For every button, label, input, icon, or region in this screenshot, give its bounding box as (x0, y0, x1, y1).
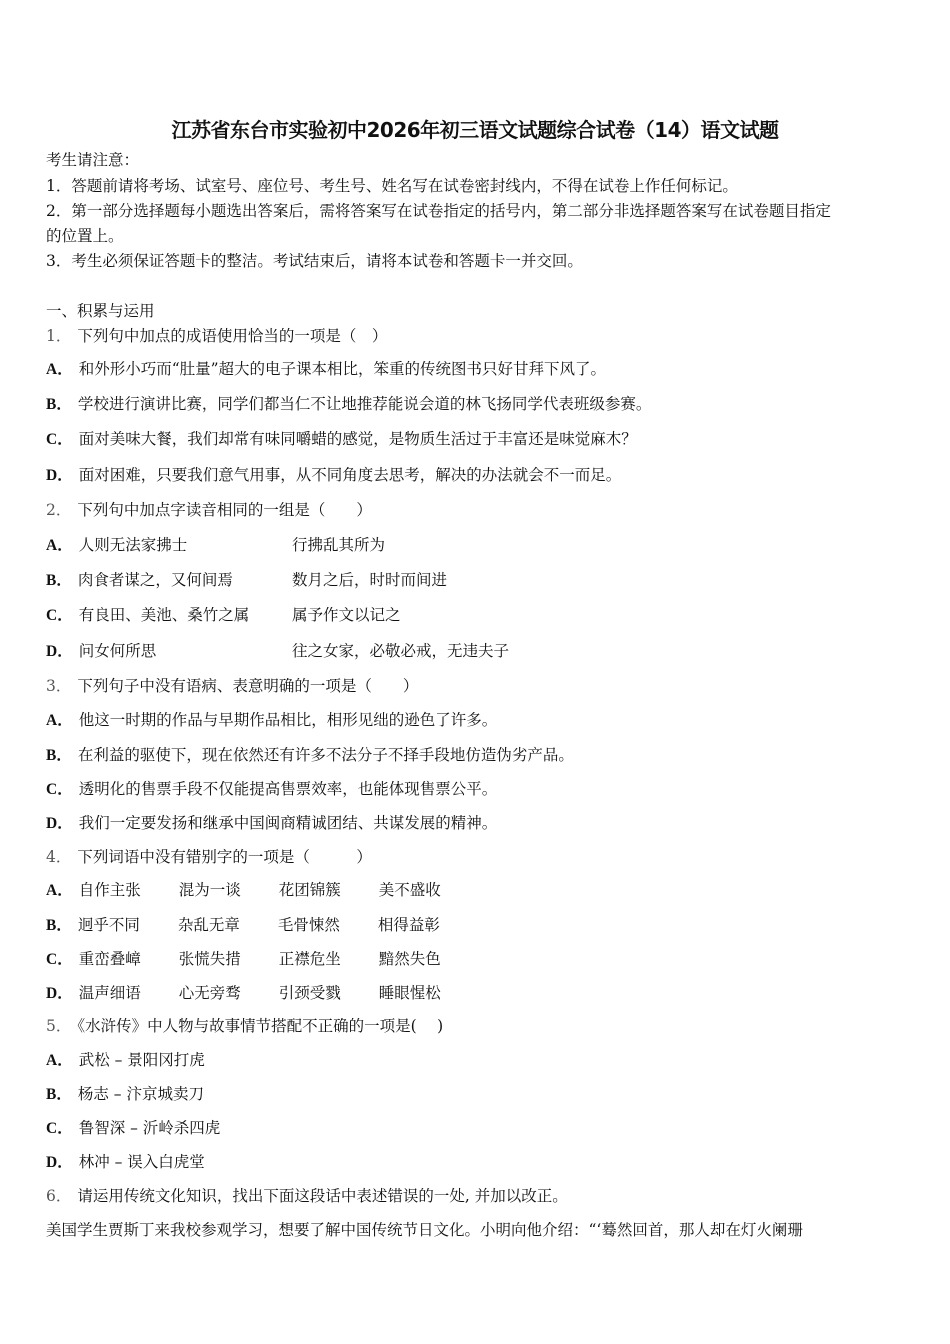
question-6 (46, 1186, 568, 1206)
word: 自作主张 (78, 881, 141, 899)
option-text: 鲁智深 – 沂岭杀四虎 (78, 1119, 221, 1137)
option-text: 林冲 – 误入白虎堂 (78, 1153, 205, 1171)
option-text: 透明化的售票手段不仅能提高售票效率，也能体现售票公平。 (78, 780, 498, 798)
question-stem: 下列句中加点的成语使用恰当的一项是（ ） (77, 327, 388, 345)
word: 相得益彰 (377, 916, 440, 934)
option-label: B． (46, 396, 72, 413)
notice-item: 2．第一部分选择题每小题选出答案后，需将答案写在试卷指定的括号内，第二部分非选择题答案写在试卷题目指定 (46, 202, 831, 220)
option (46, 394, 651, 415)
option-label: A． (46, 537, 73, 554)
option (46, 359, 606, 380)
option-text: 武松 – 景阳冈打虎 (78, 1051, 205, 1069)
option (46, 949, 479, 970)
option-text: 问女何所思 (78, 642, 157, 660)
option-text: 有良田、美池、桑竹之属 (78, 606, 250, 624)
word: 重峦叠嶂 (78, 950, 141, 968)
question-stem: 下列句子中没有语病、表意明确的一项是（ ） (77, 677, 419, 695)
option (46, 429, 637, 450)
option-label: D． (46, 985, 73, 1002)
option-label: D． (46, 1154, 73, 1171)
option-text: 属予作文以记之 (292, 606, 401, 624)
word: 睡眼惺松 (378, 984, 441, 1002)
option-text: 行拂乱其所为 (292, 536, 386, 554)
question-stem: 《水浒传》中人物与故事情节搭配不正确的一项是( ) (77, 1017, 444, 1035)
option-text: 和外形小巧而“肚量”超大的电子课本相比，笨重的传统图书只好甘拜下风了。 (78, 360, 607, 378)
notice-item: 3．考生必须保证答题卡的整洁。考试结束后，请将本试卷和答题卡一并交回。 (46, 252, 583, 270)
option (46, 570, 646, 591)
option-label: D． (46, 815, 73, 832)
option (46, 641, 646, 662)
option-label: B． (46, 572, 72, 589)
option-text: 往之女家，必敬必戒，无违夫子 (292, 642, 510, 660)
option-text: 面对美味大餐，我们却常有味同嚼蜡的感觉，是物质生活过于丰富还是味觉麻木？ (78, 430, 637, 448)
question-number: 6． (46, 1187, 72, 1205)
notice-heading: 考生请注意： (46, 151, 140, 169)
section-heading: 一、积累与运用 (46, 302, 155, 320)
option (46, 605, 646, 626)
word: 毛骨悚然 (277, 916, 340, 934)
option-label: D． (46, 467, 73, 484)
option-label: C． (46, 951, 73, 968)
option-text: 肉食者谋之，又何间焉 (77, 571, 233, 589)
option-text: 杨志 – 汴京城卖刀 (77, 1085, 204, 1103)
notice-item: 1．答题前请将考场、试室号、座位号、考生号、姓名写在试卷密封线内，不得在试卷上作任何标记。 (46, 177, 738, 195)
option-label: B． (46, 917, 72, 934)
option (46, 880, 479, 901)
question-stem: 下列词语中没有错别字的一项是（ ） (77, 848, 372, 866)
word: 张慌失措 (178, 950, 241, 968)
option-label: C． (46, 607, 73, 624)
question-number: 1． (46, 327, 72, 345)
option-text: 在利益的驱使下，现在依然还有许多不法分子不择手段地仿造伪劣产品。 (77, 746, 574, 764)
question-number: 5． (46, 1017, 72, 1035)
word: 引颈受戮 (278, 984, 341, 1002)
word: 温声细语 (78, 984, 141, 1002)
option (46, 1050, 205, 1071)
option-text: 学校进行演讲比赛，同学们都当仁不让地推荐能说会道的林飞扬同学代表班级参赛。 (77, 395, 652, 413)
option-label: B． (46, 747, 72, 764)
word: 黯然失色 (378, 950, 441, 968)
word: 混为一谈 (178, 881, 241, 899)
option (46, 813, 497, 834)
page-title: 江苏省东台市实验初中2026年初三语文试题综合试卷（14）语文试题 (171, 118, 779, 142)
option-label: A． (46, 712, 73, 729)
option (46, 465, 621, 486)
passage: 美国学生贾斯丁来我校参观学习，想要了解中国传统节日文化。小明向他介绍：“‘蓦然回首，那人却在灯火阑珊 (46, 1221, 803, 1239)
option-label: B． (46, 1086, 72, 1103)
option (46, 710, 497, 731)
word: 正襟危坐 (278, 950, 341, 968)
question-5 (46, 1016, 443, 1036)
word: 美不盛收 (378, 881, 441, 899)
question-4 (46, 847, 372, 867)
option (46, 1084, 204, 1105)
question-number: 2． (46, 501, 72, 519)
option-text: 他这一时期的作品与早期作品相比，相形见绌的逊色了许多。 (78, 711, 498, 729)
option (46, 1152, 205, 1173)
option-text: 面对困难，只要我们意气用事，从不同角度去思考，解决的办法就会不一而足。 (78, 466, 622, 484)
word: 迥乎不同 (77, 916, 140, 934)
word: 花团锦簇 (278, 881, 341, 899)
question-2 (46, 500, 372, 520)
option (46, 745, 574, 766)
word: 杂乱无章 (177, 916, 240, 934)
question-number: 4． (46, 848, 72, 866)
option (46, 535, 646, 556)
word: 心无旁骛 (178, 984, 241, 1002)
option-label: A． (46, 361, 73, 378)
option-label: A． (46, 882, 73, 899)
question-1 (46, 326, 387, 346)
option (46, 1118, 220, 1139)
question-number: 3． (46, 677, 72, 695)
option (46, 915, 478, 936)
option-text: 数月之后，时时而间进 (292, 571, 448, 589)
option-label: D． (46, 643, 73, 660)
notice-item: 的位置上。 (46, 227, 124, 245)
option (46, 779, 497, 800)
option-text: 我们一定要发扬和继承中国闽商精诚团结、共谋发展的精神。 (78, 814, 498, 832)
question-stem: 请运用传统文化知识，找出下面这段话中表述错误的一处, 并加以改正。 (77, 1187, 568, 1205)
question-3 (46, 676, 418, 696)
question-stem: 下列句中加点字读音相同的一组是（ ） (77, 501, 372, 519)
option (46, 983, 479, 1004)
option-label: C． (46, 781, 73, 798)
option-label: A． (46, 1052, 73, 1069)
option-label: C． (46, 1120, 73, 1137)
option-label: C． (46, 431, 73, 448)
option-text: 人则无法家拂士 (78, 536, 188, 554)
